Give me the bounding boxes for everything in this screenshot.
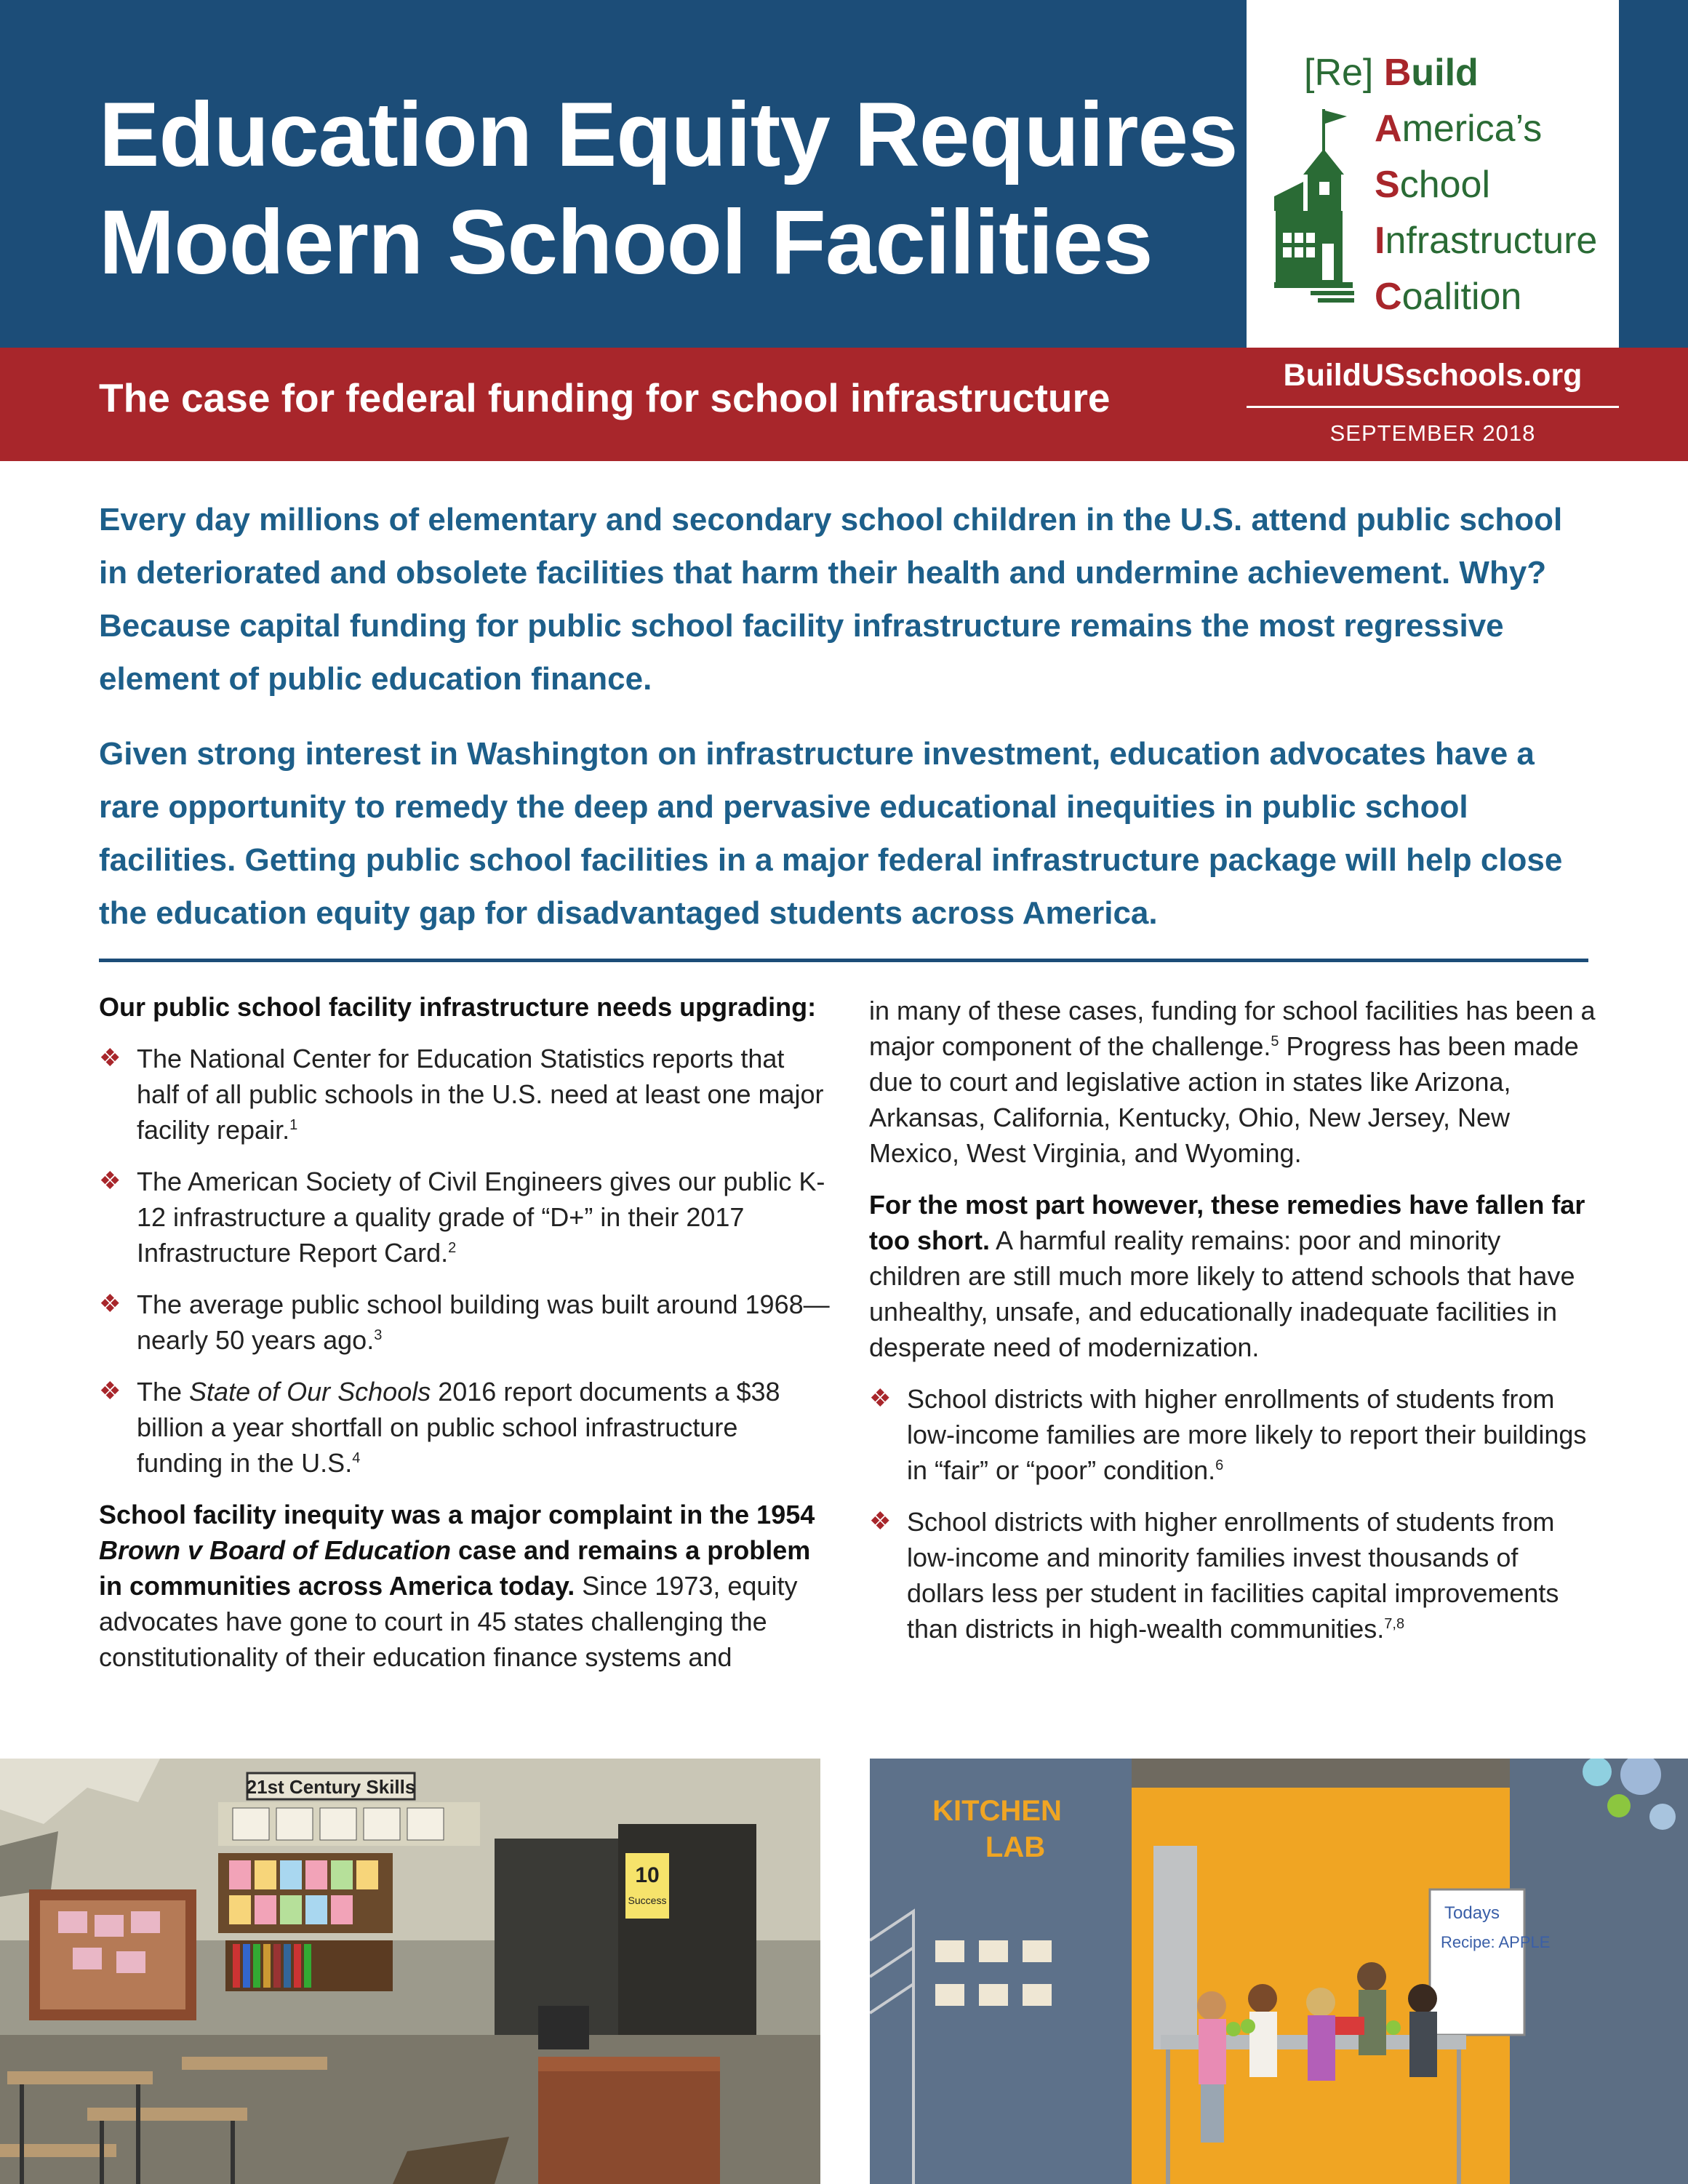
footnote-ref: 7,8 — [1384, 1616, 1405, 1632]
bold-lead: For the most part however, these remedies have fallen far too short. — [869, 1190, 1585, 1255]
list-item-text: School districts with higher enrollments of students from low-income and minority families invest thousands of dollars less per student in facilities capital improvements than districts in high-wealth communities. — [907, 1507, 1559, 1644]
poster-number: 10 — [635, 1863, 660, 1887]
subtitle: The case for federal funding for school infrastructure — [99, 375, 1111, 420]
list-item — [869, 1504, 1596, 1647]
kitchen-sign-line2: LAB — [985, 1831, 1046, 1863]
paragraph-text: Progress has been made due to court and legislative action in states like Arizona, Arkansas, California, Kentucky, Ohio, New Jersey, New Mexico, West Virginia, and Wyoming. — [869, 1031, 1579, 1168]
footnote-ref: 4 — [352, 1450, 361, 1466]
paragraph-text: Since 1973, equity advocates have gone to court in 45 states challenging the constitutionality of their education finance systems and — [99, 1571, 798, 1672]
list-item — [99, 1041, 830, 1148]
board-line1: Todays — [1444, 1903, 1500, 1923]
footnote-ref: 2 — [448, 1240, 457, 1256]
coalition-logo-text — [1304, 45, 1597, 325]
paragraph-text: in many of these cases, funding for school facilities has been a major component of the challenge. — [869, 996, 1596, 1061]
list-item — [99, 1164, 830, 1271]
classroom-banner: 21st Century Skills — [246, 1776, 416, 1798]
paragraph-continuation — [869, 993, 1596, 1171]
page-title — [99, 81, 1238, 297]
kitchen-lab-illustration — [870, 1759, 1688, 2184]
publication-date: SEPTEMBER 2018 — [1329, 420, 1536, 446]
intro-paragraph-2: Given strong interest in Washington on infrastructure investment, education advocates have a rare opportunity to remedy the deep and pervasive educational inequities in public school facilities. Getting public school facilities in a major federal infrastructure package will help close the education equity gap for disadvantaged students across America. — [99, 736, 1563, 931]
diamond-bullet-icon: ❖ — [99, 1044, 121, 1072]
list-item-text: School districts with higher enrollments of students from low-income families are more likely to report their buildings in “fair” or “poor” condition. — [907, 1384, 1587, 1485]
diamond-bullet-icon: ❖ — [99, 1377, 121, 1405]
logo-rest-coalition: oalition — [1401, 276, 1522, 318]
board-line2: Recipe: APPLE — [1441, 1933, 1551, 1951]
diamond-bullet-icon: ❖ — [869, 1385, 892, 1412]
logo-rest-infrastructure: nfrastructure — [1385, 220, 1598, 262]
website-link[interactable]: BuildUSschools.org — [1283, 358, 1583, 393]
intro-paragraph-1: Every day millions of elementary and secondary school children in the U.S. attend public school in deteriorated and obsolete facilities that harm their health and undermine achievement. Why? Because capital funding for public school facility infrastructure remains the most regressive element of public education finance. — [99, 502, 1563, 697]
logo-prefix: [Re] — [1304, 52, 1374, 94]
diamond-bullet-icon: ❖ — [869, 1508, 892, 1535]
logo-cap-b: B — [1383, 52, 1412, 94]
bold-lead: School facility inequity was a major complaint in the 1954 — [99, 1500, 815, 1529]
footnote-ref: 5 — [1271, 1033, 1279, 1049]
paragraph-remedies — [869, 1187, 1596, 1365]
footnote-ref: 6 — [1215, 1457, 1224, 1473]
logo-cap-s: S — [1375, 164, 1400, 206]
footnote-ref: 3 — [374, 1327, 383, 1343]
logo-cap-i: I — [1375, 220, 1385, 262]
website-divider — [1247, 406, 1619, 408]
list-item — [99, 1374, 830, 1481]
logo-cap-c: C — [1375, 276, 1402, 318]
list-item-text: The National Center for Education Statistics reports that half of all public schools in the U.S. need at least one major facility repair. — [137, 1044, 824, 1145]
photo-deteriorated-classroom — [0, 1759, 820, 2184]
poster-word: Success — [628, 1895, 667, 1906]
paragraph-text: A harmful reality remains: poor and minority children are still much more likely to attend schools that have unhealthy, unsafe, and educationally inadequate facilities in desperate need of modernization. — [869, 1225, 1575, 1362]
title-line-1: Education Equity Requires — [99, 84, 1238, 185]
bold-lead: case and remains a problem in communities across America today. — [99, 1535, 811, 1601]
report-title: State of Our Schools — [189, 1377, 431, 1407]
diamond-bullet-icon: ❖ — [99, 1290, 121, 1318]
list-item-text: The — [137, 1377, 190, 1407]
photo-kitchen-lab — [870, 1759, 1688, 2184]
logo-cap-a: A — [1375, 108, 1402, 150]
list-item-text: The American Society of Civil Engineers gives our public K-12 infrastructure a quality grade of “D+” in their 2017 Infrastructure Report Card. — [137, 1167, 825, 1268]
title-line-2: Modern School Facilities — [99, 192, 1153, 293]
list-item — [869, 1381, 1596, 1488]
left-column — [99, 989, 830, 1675]
logo-rest-school: chool — [1399, 164, 1490, 206]
list-item-text: 2016 report documents a $38 billion a year shortfall on public school infrastructure funding in the U.S. — [137, 1377, 780, 1478]
classroom-illustration — [0, 1759, 820, 2184]
list-item-text: The average public school building was built around 1968—nearly 50 years ago. — [137, 1289, 830, 1355]
kitchen-sign-line1: KITCHEN — [932, 1795, 1062, 1827]
logo-rest-america: merica’s — [1401, 108, 1543, 150]
footnote-ref: 1 — [289, 1117, 298, 1133]
case-name: Brown v Board of Education — [99, 1535, 452, 1565]
section-divider — [99, 959, 1588, 962]
right-column — [869, 993, 1596, 1647]
logo-rest-build: uild — [1411, 52, 1479, 94]
paragraph-brown-v-board — [99, 1497, 830, 1675]
diamond-bullet-icon: ❖ — [99, 1167, 121, 1195]
left-heading: Our public school facility infrastructure needs upgrading: — [99, 992, 817, 1022]
list-item — [99, 1287, 830, 1358]
